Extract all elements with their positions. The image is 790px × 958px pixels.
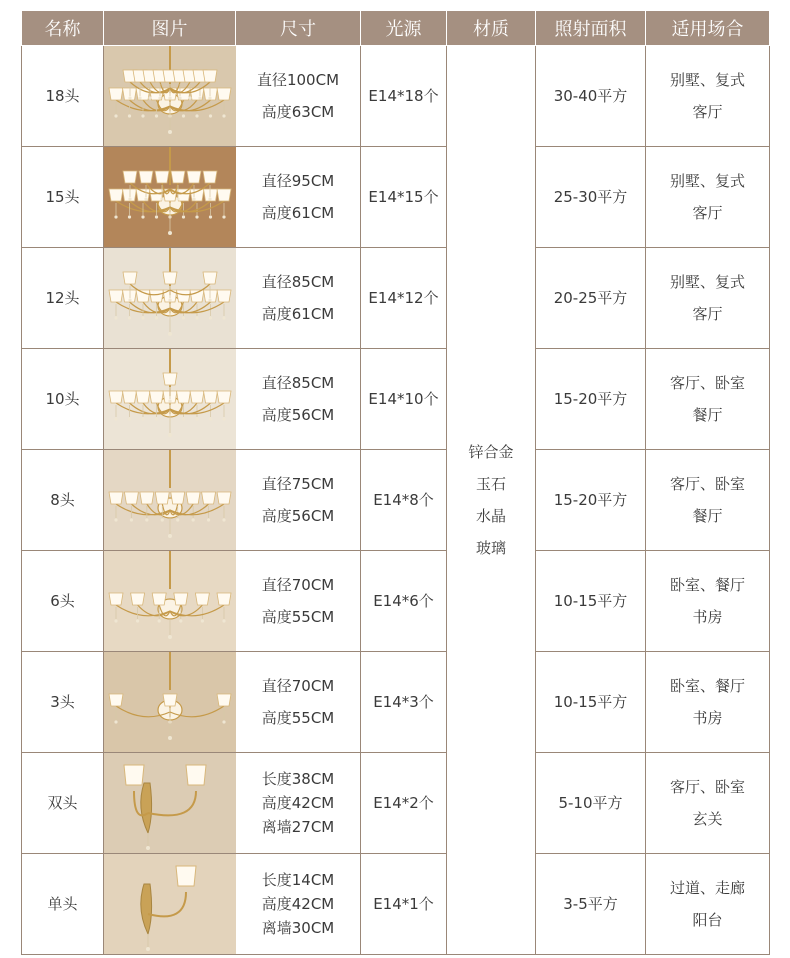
row-image-cell [104,349,236,450]
usage-line: 客厅 [692,103,723,121]
row-size [236,652,361,753]
header-size: 尺寸 [236,11,361,46]
row-usage [646,46,770,147]
chandelier-image [104,652,236,752]
header-light: 光源 [361,11,447,46]
row-usage [646,248,770,349]
row-size [236,46,361,147]
usage-line: 书房 [692,608,723,626]
row-usage [646,450,770,551]
material-cell [447,46,536,955]
material-item: 水晶 [475,507,506,525]
size-line: 高度61CM [261,204,335,222]
table-row [22,854,770,955]
row-image-cell [104,450,236,551]
row-name: 3头 [22,652,104,753]
size-line: 直径75CM [261,475,335,493]
row-light: E14*6个 [361,551,447,652]
row-name: 单头 [22,854,104,955]
row-size [236,551,361,652]
row-name: 8头 [22,450,104,551]
usage-line: 餐厅 [692,406,723,424]
usage-line: 客厅、卧室 [669,778,745,796]
row-size [236,349,361,450]
row-light: E14*18个 [361,46,447,147]
header-row [22,11,770,46]
row-light: E14*12个 [361,248,447,349]
usage-line: 客厅 [692,305,723,323]
size-line: 直径85CM [261,374,335,392]
chandelier-image [104,450,236,550]
usage-line: 过道、走廊 [669,879,745,897]
material-item: 锌合金 [468,443,514,461]
usage-line: 别墅、复式 [669,71,745,89]
row-name: 10头 [22,349,104,450]
row-size [236,248,361,349]
row-name: 15头 [22,147,104,248]
row-light: E14*2个 [361,753,447,854]
row-image-cell [104,147,236,248]
chandelier-image [104,349,236,449]
row-area: 20-25平方 [536,248,646,349]
size-line: 高度55CM [261,608,335,626]
header-image: 图片 [104,11,236,46]
table-row [22,147,770,248]
usage-line: 客厅、卧室 [669,374,745,392]
row-size [236,753,361,854]
row-usage [646,854,770,955]
material-item: 玻璃 [475,539,506,557]
usage-line: 书房 [692,709,723,727]
row-area: 10-15平方 [536,551,646,652]
row-size [236,854,361,955]
row-image-cell [104,248,236,349]
chandelier-image [104,147,236,247]
row-light: E14*15个 [361,147,447,248]
size-line: 直径70CM [261,677,335,695]
usage-line: 客厅 [692,204,723,222]
chandelier-image [104,854,236,954]
size-line: 离墙27CM [261,818,335,836]
row-name: 18头 [22,46,104,147]
usage-line: 别墅、复式 [669,273,745,291]
size-line: 高度42CM [261,895,335,913]
row-name: 双头 [22,753,104,854]
chandelier-image [104,551,236,651]
row-usage [646,551,770,652]
usage-line: 客厅、卧室 [669,475,745,493]
table-row [22,46,770,147]
usage-line: 卧室、餐厅 [669,677,745,695]
row-light: E14*10个 [361,349,447,450]
size-line: 直径95CM [261,172,335,190]
row-name: 12头 [22,248,104,349]
usage-line: 餐厅 [692,507,723,525]
row-image-cell [104,652,236,753]
size-line: 离墙30CM [261,919,335,937]
row-area: 10-15平方 [536,652,646,753]
table-row [22,551,770,652]
usage-line: 玄关 [692,810,723,828]
size-line: 高度55CM [261,709,335,727]
size-line: 高度63CM [261,103,335,121]
usage-line: 别墅、复式 [669,172,745,190]
row-usage [646,652,770,753]
size-line: 直径85CM [261,273,335,291]
row-image-cell [104,551,236,652]
row-area: 15-20平方 [536,349,646,450]
material-item: 玉石 [475,475,506,493]
row-name: 6头 [22,551,104,652]
row-light: E14*3个 [361,652,447,753]
size-line: 高度56CM [261,507,335,525]
row-image-cell [104,46,236,147]
row-size [236,147,361,248]
table-row [22,248,770,349]
row-usage [646,753,770,854]
header-area: 照射面积 [536,11,646,46]
chandelier-image [104,248,236,348]
spec-table [21,10,770,955]
row-area: 3-5平方 [536,854,646,955]
size-line: 直径70CM [261,576,335,594]
table-row [22,349,770,450]
row-light: E14*8个 [361,450,447,551]
size-line: 高度61CM [261,305,335,323]
usage-line: 卧室、餐厅 [669,576,745,594]
header-material: 材质 [447,11,536,46]
header-name: 名称 [22,11,104,46]
size-line: 长度14CM [261,871,335,889]
table-body [22,46,770,955]
row-image-cell [104,854,236,955]
row-light: E14*1个 [361,854,447,955]
size-line: 直径100CM [256,71,340,89]
row-area: 15-20平方 [536,450,646,551]
chandelier-image [104,753,236,853]
table-row [22,652,770,753]
chandelier-image [104,46,236,146]
row-area: 30-40平方 [536,46,646,147]
usage-line: 阳台 [692,911,723,929]
row-image-cell [104,753,236,854]
size-line: 高度56CM [261,406,335,424]
table-row [22,753,770,854]
size-line: 高度42CM [261,794,335,812]
size-line: 长度38CM [261,770,335,788]
row-area: 5-10平方 [536,753,646,854]
header-usage: 适用场合 [646,11,770,46]
row-usage [646,147,770,248]
table-row [22,450,770,551]
row-area: 25-30平方 [536,147,646,248]
row-size [236,450,361,551]
row-usage [646,349,770,450]
